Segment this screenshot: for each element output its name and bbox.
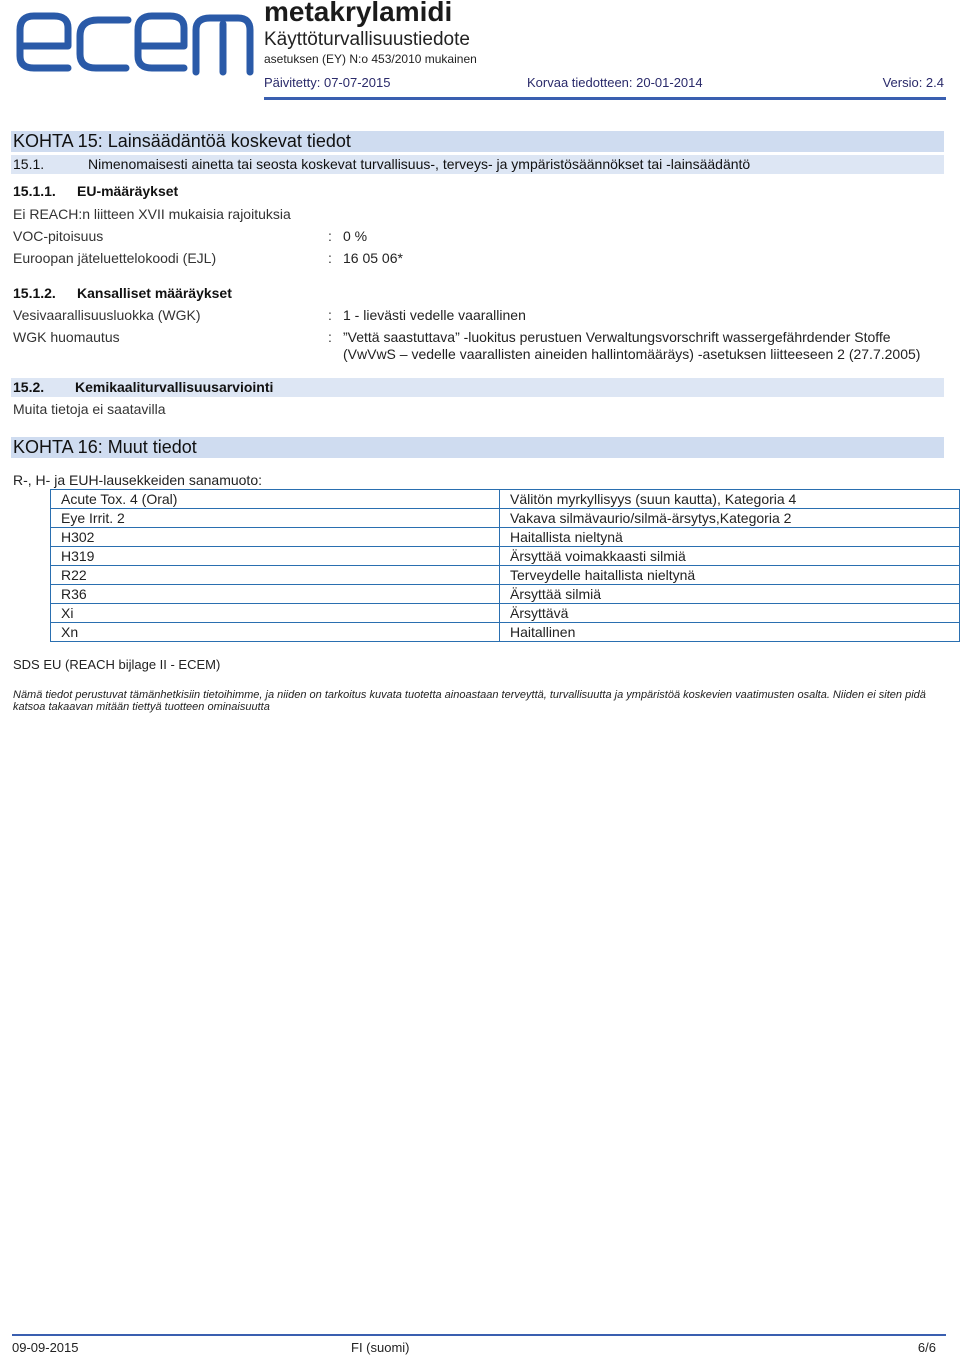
phrase-code: H302 [51,528,500,547]
phrase-row [51,528,960,547]
phrase-row [51,604,960,623]
svg-text:ecem: ecem [12,0,44,9]
wgk-note-value: ”Vettä saastuttava” -luokitus perustuen Verwaltungsvorschrift wassergefährdender Stoffe (VwVwS – vedelle vaarallisten aineiden hallintomääräys) -asetuksen liitteeseen 2 (27.7.2005) [343,329,921,362]
subsection-number: 15.1. [13,156,45,172]
phrase-code: Eye Irrit. 2 [51,509,500,528]
subsection-number: 15.1.1. [13,183,56,199]
footer-divider [12,1334,946,1336]
sds-format: SDS EU (REACH bijlage II - ECEM) [13,657,221,672]
phrase-row [51,585,960,604]
voc-label: VOC-pitoisuus [13,228,104,244]
ejl-colon: : [328,250,332,266]
header-divider [264,97,946,100]
phrase-text: Ärsyttää voimakkaasti silmiä [500,547,960,566]
subsection-15-1 [11,155,944,174]
subsection-15-1-2 [13,285,232,301]
wgk-note-label: WGK huomautus [13,329,120,345]
phrase-row [51,623,960,642]
footer-page: 6/6 [917,1340,936,1355]
wgk-label: Vesivaarallisuusluokka (WGK) [13,307,201,323]
ejl-label: Euroopan jäteluettelokoodi (EJL) [13,250,217,266]
phrase-text: Terveydelle haitallista nieltynä [500,566,960,585]
subsection-15-2 [11,378,944,397]
updated-date: Päivitetty: 07-07-2015 [264,75,391,90]
disclaimer: Nämä tiedot perustuvat tämänhetkisiin tietoihimme, ja niiden on tarkoitus kuvata tuotetta ainoastaan terveyttä, turvallisuutta ja ympäristöä koskevien vaatimusten osalta. Niiden ei siten pidä katsoa takaavan mitään tiettyä tuotteen ominaisuutta [13,689,926,713]
wgk-note-colon: : [328,329,332,345]
phrase-row [51,547,960,566]
voc-value: 0 % [343,228,368,244]
document-type: Käyttöturvallisuustiedote [264,29,470,50]
subsection-title: Kemikaaliturvallisuusarviointi [75,379,274,395]
ejl-value: 16 05 06* [343,250,403,266]
phrase-code: Xi [51,604,500,623]
phrase-text: Välitön myrkyllisyys (suun kautta), Kategoria 4 [500,490,960,509]
regulation-reference: asetuksen (EY) N:o 453/2010 mukainen [264,52,477,66]
subsection-number: 15.2. [13,379,45,395]
phrase-code: R22 [51,566,500,585]
reach-note: Ei REACH:n liitteen XVII mukaisia rajoituksia [13,206,291,222]
phrase-code: H319 [51,547,500,566]
section-16-title: KOHTA 16: Muut tiedot [11,437,944,458]
wgk-colon: : [328,307,332,323]
section-15-title: KOHTA 15: Lainsäädäntöä koskevat tiedot [11,131,944,152]
ecem-logo [12,0,256,78]
subsection-number: 15.1.2. [13,285,56,301]
wgk-value: 1 - lievästi vedelle vaarallinen [343,307,526,323]
phrase-text: Ärsyttävä [500,604,960,623]
phrase-code: R36 [51,585,500,604]
phrase-row [51,566,960,585]
replaces-date: Korvaa tiedotteen: 20-01-2014 [527,75,703,90]
phrase-text: Ärsyttää silmiä [500,585,960,604]
phrase-code: Xn [51,623,500,642]
phrase-row [51,490,960,509]
phrases-heading: R-, H- ja EUH-lausekkeiden sanamuoto: [13,472,262,488]
phrase-text: Haitallinen [500,623,960,642]
document-meta [264,75,944,93]
phrase-text: Haitallista nieltynä [500,528,960,547]
footer-date: 09-09-2015 [12,1340,79,1355]
subsection-15-1-1 [13,183,179,199]
assessment-note: Muita tietoja ei saatavilla [13,401,166,417]
version: Versio: 2.4 [882,75,944,90]
subsection-title: Kansalliset määräykset [77,285,232,301]
phrase-code: Acute Tox. 4 (Oral) [51,490,500,509]
product-title: metakrylamidi [264,0,453,27]
footer-language: FI (suomi) [351,1340,410,1355]
subsection-title: Nimenomaisesti ainetta tai seosta koskevat turvallisuus-, terveys- ja ympäristösäännökset tai -lainsäädäntö [88,156,751,172]
phrase-text: Vakava silmävaurio/silmä-ärsytys,Kategoria 2 [500,509,960,528]
subsection-title: EU-määräykset [77,183,179,199]
phrase-row [51,509,960,528]
voc-colon: : [328,228,332,244]
phrases-table [50,489,960,642]
